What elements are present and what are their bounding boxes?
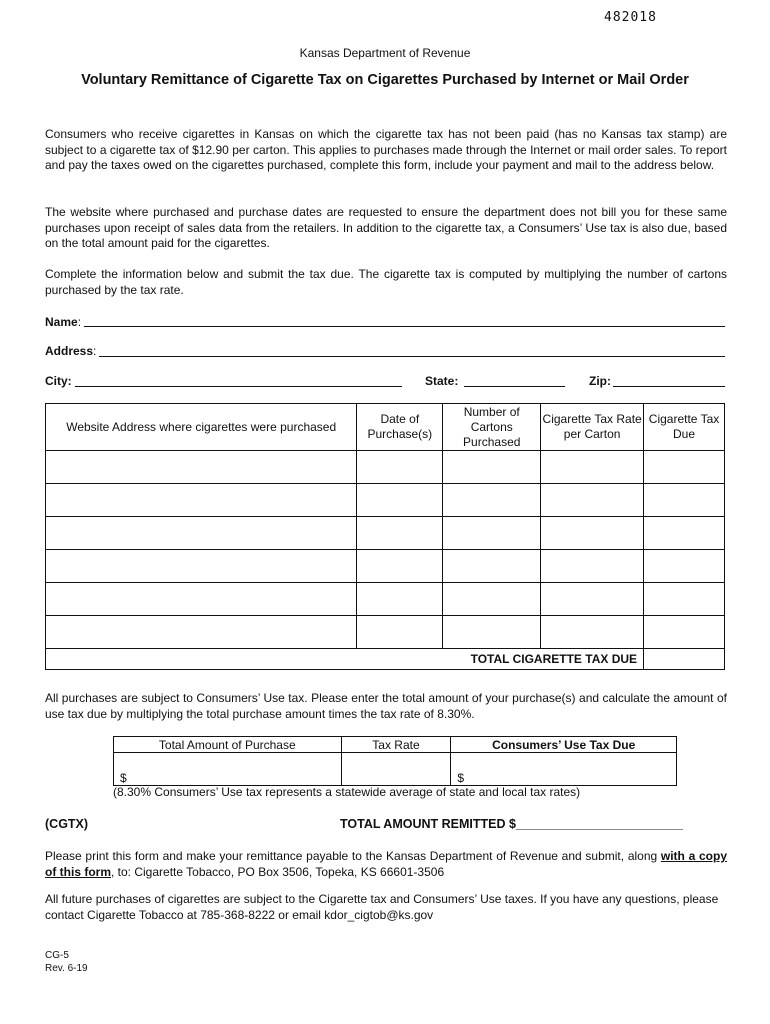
copy-of-form-emphasis: with a copy of this form: [45, 849, 727, 879]
cartons-cell[interactable]: [443, 451, 541, 484]
state-field[interactable]: [464, 386, 565, 387]
total-row: [46, 649, 725, 670]
name-label: Name:: [45, 315, 82, 329]
remittance-instructions: Please print this form and make your remittance payable to the Kansas Department of Revenue and submit, along with a copy of this form, to: Cigarette Tobacco, PO Box 3506, Topeka, KS 66601-3506: [45, 849, 727, 879]
intro-paragraph: Consumers who receive cigarettes in Kansas on which the cigarette tax has not been paid (has no Kansas tax stamp) are subject to a cigarette tax of $12.90 per carton. This applies to purchases made through the Internet or mail order sales. To report and pay the taxes owed on the cigarettes purchased, complete this form, include your payment and mail to the address below.: [45, 127, 727, 172]
use-tax-note: (8.30% Consumers’ Use tax represents a statewide average of state and local tax rates): [113, 785, 581, 799]
tax-rate-cell[interactable]: [541, 484, 644, 517]
website-cell[interactable]: [46, 451, 357, 484]
header-cartons: Number of Cartons Purchased: [443, 404, 541, 451]
website-cell[interactable]: [46, 616, 357, 649]
tax-due-cell[interactable]: [644, 484, 725, 517]
address-field[interactable]: [99, 356, 725, 357]
table-row: [46, 484, 725, 517]
table-row: [46, 451, 725, 484]
city-label: City:: [45, 374, 72, 388]
tax-rate-cell[interactable]: [541, 550, 644, 583]
use-tax-paragraph: All purchases are subject to Consumers’ Use tax. Please enter the total amount of your purchase(s) and calculate the amount of use tax due by multiplying the total purchase amount times the tax rate of 8.30%.: [45, 691, 727, 721]
total-purchase-amount-field[interactable]: $: [114, 753, 342, 786]
cartons-cell[interactable]: [443, 517, 541, 550]
table-row: [46, 550, 725, 583]
tax-rate-cell[interactable]: [541, 616, 644, 649]
tax-due-cell[interactable]: [644, 451, 725, 484]
form-code: (CGTX): [45, 817, 89, 831]
date-cell[interactable]: [357, 550, 443, 583]
name-field[interactable]: [84, 326, 725, 327]
use-tax-due-field[interactable]: $: [451, 753, 677, 786]
header-tax-rate: Cigarette Tax Rate per Carton: [541, 404, 644, 451]
instructions-paragraph: Complete the information below and submit the tax due. The cigarette tax is computed by multiplying the number of cartons purchased by the tax rate.: [45, 267, 727, 297]
total-amount-remitted[interactable]: TOTAL AMOUNT REMITTED $________________________: [340, 817, 683, 831]
tax-due-cell[interactable]: [644, 583, 725, 616]
header-website: Website Address where cigarettes were purchased: [46, 404, 357, 451]
tax-due-cell[interactable]: [644, 517, 725, 550]
cartons-cell[interactable]: [443, 616, 541, 649]
tax-due-cell[interactable]: [644, 616, 725, 649]
website-cell[interactable]: [46, 550, 357, 583]
website-cell[interactable]: [46, 583, 357, 616]
revision-date: Rev. 6-19: [45, 963, 88, 974]
header-use-tax-rate: Tax Rate: [341, 737, 451, 753]
state-label: State:: [425, 374, 459, 388]
form-id-number: 482018: [604, 10, 657, 25]
tax-due-cell[interactable]: [644, 550, 725, 583]
form-title: Voluntary Remittance of Cigarette Tax on Cigarettes Purchased by Internet or Mail Order: [81, 72, 689, 88]
contact-paragraph: All future purchases of cigarettes are subject to the Cigarette tax and Consumers’ Use taxes. If you have any questions, please contact Cigarette Tobacco at 785-368-8222 or email kdor_cigtob@ks.gov: [45, 892, 719, 922]
zip-label: Zip:: [589, 374, 611, 388]
table-row: [46, 616, 725, 649]
zip-field[interactable]: [613, 386, 725, 387]
use-tax-rate-field[interactable]: [341, 753, 451, 786]
agency-name: Kansas Department of Revenue: [299, 46, 471, 60]
cartons-cell[interactable]: [443, 550, 541, 583]
table-row: [46, 517, 725, 550]
header-total-purchase: Total Amount of Purchase: [114, 737, 342, 753]
date-cell[interactable]: [357, 583, 443, 616]
tax-rate-cell[interactable]: [541, 451, 644, 484]
purchase-table: [45, 403, 725, 670]
date-cell[interactable]: [357, 616, 443, 649]
date-cell[interactable]: [357, 484, 443, 517]
table-row: [46, 583, 725, 616]
form-number: CG-5: [45, 950, 69, 961]
address-label: Address:: [45, 344, 97, 358]
website-cell[interactable]: [46, 517, 357, 550]
tax-rate-cell[interactable]: [541, 517, 644, 550]
tax-rate-cell[interactable]: [541, 583, 644, 616]
total-cigarette-tax-cell[interactable]: [644, 649, 725, 670]
website-cell[interactable]: [46, 484, 357, 517]
header-date: Date of Purchase(s): [357, 404, 443, 451]
website-paragraph: The website where purchased and purchase dates are requested to ensure the department does not bill you for these same purchases upon receipt of sales data from the retailers. In addition to the cigarette tax, a Consumers’ Use tax is also due, based on the total amount paid for the cigarettes.: [45, 205, 727, 250]
city-field[interactable]: [75, 386, 402, 387]
header-use-tax-due: Consumers’ Use Tax Due: [451, 737, 677, 753]
total-cigarette-tax-label: TOTAL CIGARETTE TAX DUE: [46, 649, 644, 670]
date-cell[interactable]: [357, 517, 443, 550]
header-tax-due: Cigarette Tax Due: [644, 404, 725, 451]
cartons-cell[interactable]: [443, 484, 541, 517]
date-cell[interactable]: [357, 451, 443, 484]
cartons-cell[interactable]: [443, 583, 541, 616]
use-tax-table: [113, 736, 677, 786]
